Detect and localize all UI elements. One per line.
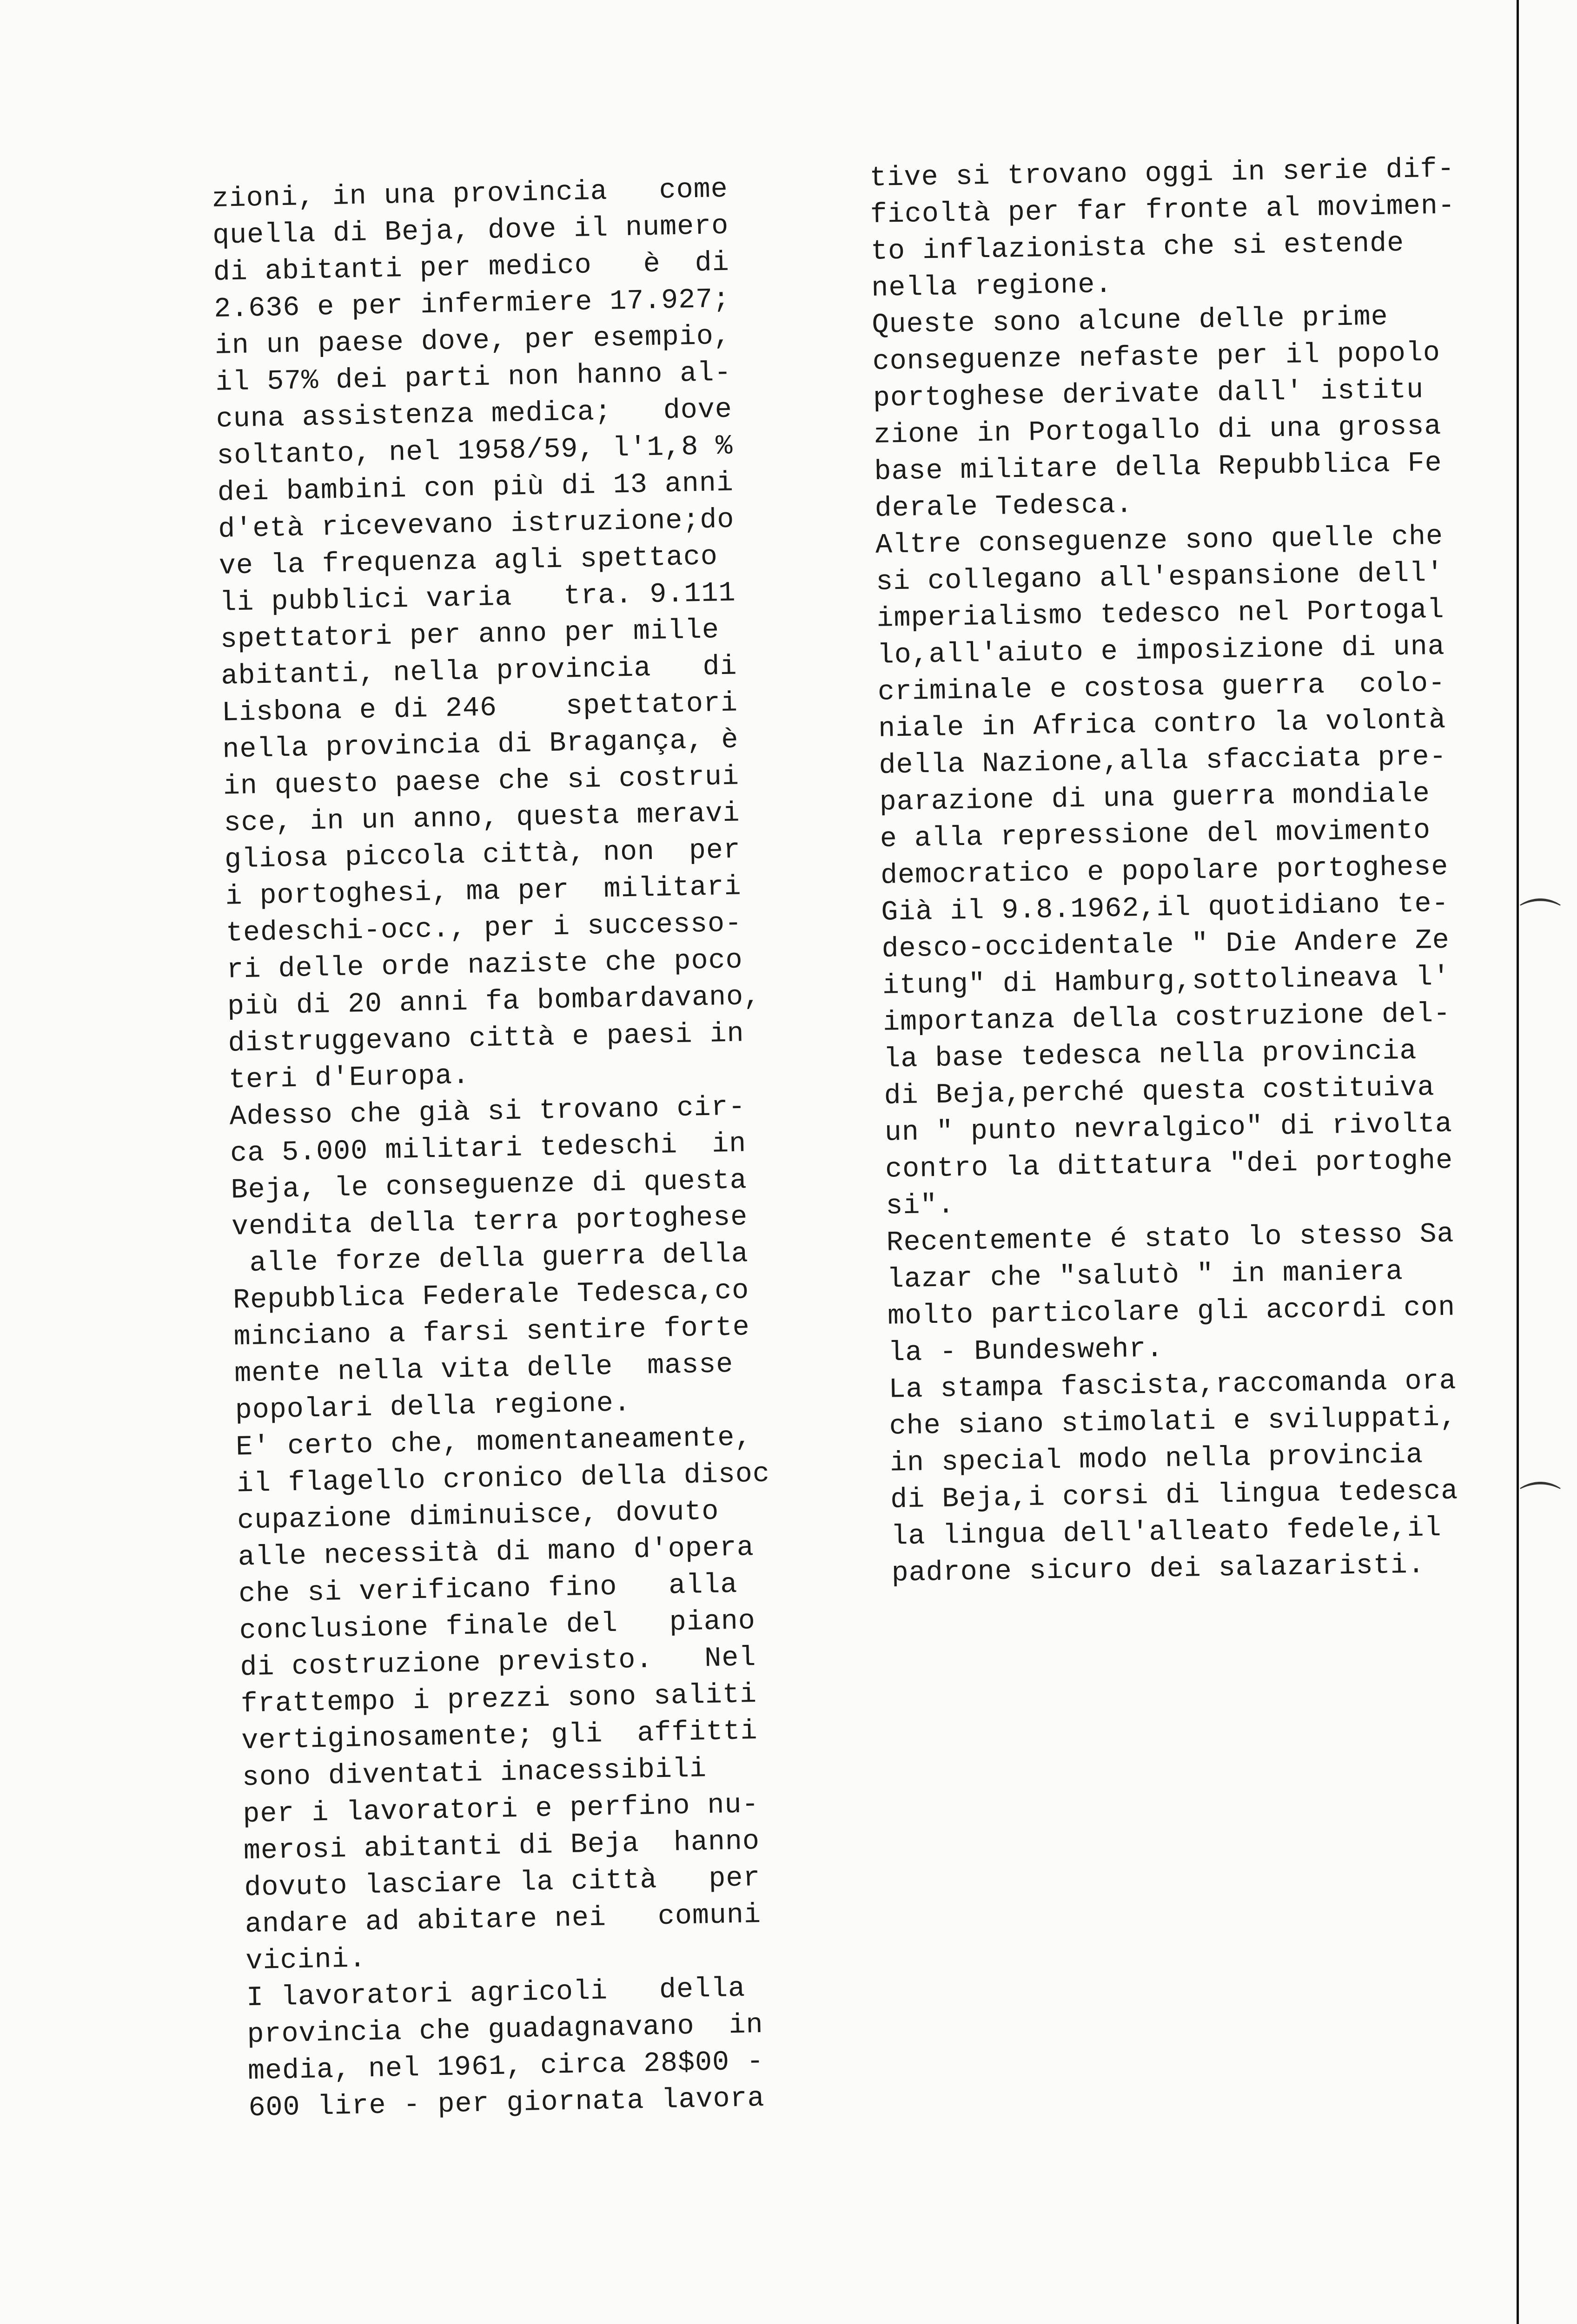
text-line: della Nazione,alla sfacciata pre- [878, 741, 1447, 782]
text-line: ri delle orde naziste che poco [226, 944, 743, 986]
text-line: dovuto lasciare la città per [244, 1862, 761, 1904]
text-line: contro la dittatura "dei portoghe [885, 1145, 1453, 1186]
text-line: vertiginosamente; gli affitti [241, 1716, 758, 1757]
text-line: in questo paese che si costrui [223, 761, 740, 803]
text-line: molto particolare gli accordi con [887, 1292, 1456, 1333]
left-text-column [212, 171, 782, 2127]
text-line: frattempo i prezzi sono saliti [240, 1679, 757, 1721]
text-line: democratico e popolare portoghese [880, 851, 1449, 892]
text-line: E' certo che, momentaneamente, [235, 1422, 752, 1464]
text-line: d'età ricevevano istruzione;do [218, 504, 735, 546]
text-line: cupazione diminuisce, dovuto [237, 1496, 719, 1537]
text-line: padrone sicuro dei salazaristi. [891, 1549, 1425, 1590]
text-line: cuna assistenza medica; dove [216, 394, 733, 436]
text-line: niale in Africa contro la volontà [878, 704, 1446, 745]
text-line: alle forze della guerra della [232, 1238, 749, 1280]
text-line: si". [885, 1189, 955, 1222]
text-line: si collegano all'espansione dell' [875, 557, 1444, 598]
page-edge-line [1517, 0, 1519, 2324]
text-line: soltanto, nel 1958/59, l'1,8 % [216, 430, 734, 472]
paragraph [212, 171, 762, 1099]
text-line: mente nella vita delle masse [234, 1348, 734, 1390]
text-line: zione in Portogallo di una grossa [873, 410, 1442, 451]
text-line: di abitanti per medico è di [213, 247, 730, 289]
text-line: in special modo nella provincia [889, 1439, 1424, 1479]
text-line: e alla repressione del movimento [880, 815, 1431, 855]
text-line: I lavoratori agricoli della [246, 1973, 746, 2014]
text-line: per i lavoratori e perfino nu- [242, 1789, 760, 1831]
text-line: gliosa piccola città, non per [224, 834, 741, 876]
text-line: vendita della terra portoghese [231, 1202, 748, 1243]
text-line: Adesso che già si trovano cir- [229, 1091, 746, 1133]
paragraph [229, 1089, 769, 1430]
margin-bracket-mark: ⌒ [1519, 1479, 1561, 1527]
text-line: zioni, in una provincia come [212, 173, 729, 215]
text-line: criminale e costosa guerra colo- [877, 667, 1446, 708]
text-line: itung" di Hamburg,sottolineava l' [882, 961, 1451, 1002]
text-line: desco-occidentale " Die Andere Ze [881, 924, 1450, 965]
text-line: Lisbona e di 246 spettatori [221, 687, 738, 729]
text-line: che si verificano fino alla [238, 1569, 738, 1611]
text-line: importanza della costruzione del- [882, 998, 1451, 1039]
text-line: dei bambini con più di 13 anni [217, 467, 734, 509]
text-line: tive si trovano oggi in serie dif- [869, 153, 1455, 194]
text-line: tedeschi-occ., per i successo- [225, 908, 742, 950]
text-line: abitanti, nella provincia di [220, 651, 738, 693]
text-line: La stampa fascista,raccomanda ora [888, 1365, 1457, 1406]
text-line: spettatori per anno per mille [220, 614, 720, 656]
text-line: li pubblici varia tra. 9.111 [219, 577, 736, 619]
text-line: un " punto nevralgico" di rivolta [884, 1108, 1453, 1149]
margin-bracket-mark: ⌒ [1519, 895, 1561, 944]
text-line: che siano stimolati e sviluppati, [889, 1402, 1458, 1443]
text-line: ve la frequenza agli spettaco [219, 541, 718, 582]
text-line: la base tedesca nella provincia [883, 1035, 1417, 1076]
text-line: ficoltà per far fronte al movimen- [870, 190, 1456, 231]
text-line: nella regione. [871, 269, 1113, 304]
text-line: provincia che guadagnavano in [246, 2009, 764, 2051]
text-line: 600 lire - per giornata lavora [248, 2082, 765, 2125]
text-line: sono diventati inacessibili [242, 1753, 707, 1794]
text-line: parazione di una guerra mondiale [879, 778, 1431, 819]
text-line: imperialismo tedesco nel Portogal [876, 594, 1445, 635]
text-line: lo,all'aiuto e imposizione di una [877, 631, 1445, 672]
text-line: conclusione finale del piano [239, 1605, 756, 1647]
paragraph [236, 1419, 780, 1980]
text-line: teri d'Europa. [228, 1060, 470, 1096]
right-text-column [869, 151, 1477, 1592]
text-line: base militare della Repubblica Fe [874, 447, 1443, 488]
text-line: portoghese derivate dall' istitu [873, 374, 1424, 415]
text-line: conseguenze nefaste per il popolo [872, 337, 1441, 378]
text-line: la lingua dell'alleato fedele,il [890, 1512, 1442, 1553]
text-line: quella di Beja, dove il numero [212, 210, 729, 252]
text-line: in un paese dove, per esempio, [214, 320, 731, 362]
text-line: popolari della regione. [235, 1387, 631, 1427]
text-line: il 57% dei parti non hanno al- [215, 357, 732, 399]
text-line: to inflazionista che si estende [870, 227, 1405, 268]
text-line: media, nel 1961, circa 28$00 - [247, 2046, 764, 2088]
text-line: distruggevano città e paesi in [227, 1018, 745, 1060]
text-line: più di 20 anni fa bombardavano, [227, 981, 761, 1023]
text-line: Repubblica Federale Tedesca,co [232, 1275, 749, 1317]
text-line: Già il 9.8.1962,il quotidiano te- [881, 888, 1450, 929]
text-line: di costruzione previsto. Nel [239, 1642, 757, 1684]
text-line: la - Bundeswehr. [888, 1333, 1164, 1369]
text-line: derale Tedesca. [875, 489, 1133, 525]
text-line: i portoghesi, ma per militari [225, 871, 742, 913]
text-line: alle necessità di mano d'opera [238, 1532, 755, 1574]
text-line: 2.636 e per infermiere 17.927; [213, 284, 730, 325]
text-line: sce, in un anno, questa meravi [223, 798, 741, 839]
text-line: Queste sono alcune delle prime [872, 301, 1389, 341]
text-line: andare ad abitare nei comuni [245, 1899, 762, 1941]
text-line: di Beja,i corsi di lingua tedesca [890, 1475, 1458, 1516]
text-line: minciano a farsi sentire forte [233, 1312, 750, 1353]
text-line: lazar che "salutò " in maniera [887, 1256, 1404, 1296]
paragraph [246, 1970, 782, 2127]
text-line: Recentemente é stato lo stesso Sa [886, 1218, 1455, 1259]
text-line: nella provincia di Bragança, è [222, 724, 739, 766]
text-line: Altre conseguenze sono quelle che [875, 521, 1444, 561]
text-line: ca 5.000 militari tedeschi in [230, 1128, 747, 1170]
text-line: vicini. [245, 1943, 367, 1978]
text-line: merosi abitanti di Beja hanno [243, 1826, 760, 1868]
text-line: di Beja,perché questa costituiva [884, 1072, 1435, 1112]
text-line: il flagello cronico della disoc [236, 1458, 770, 1500]
text-line: Beja, le conseguenze di questa [231, 1165, 748, 1207]
